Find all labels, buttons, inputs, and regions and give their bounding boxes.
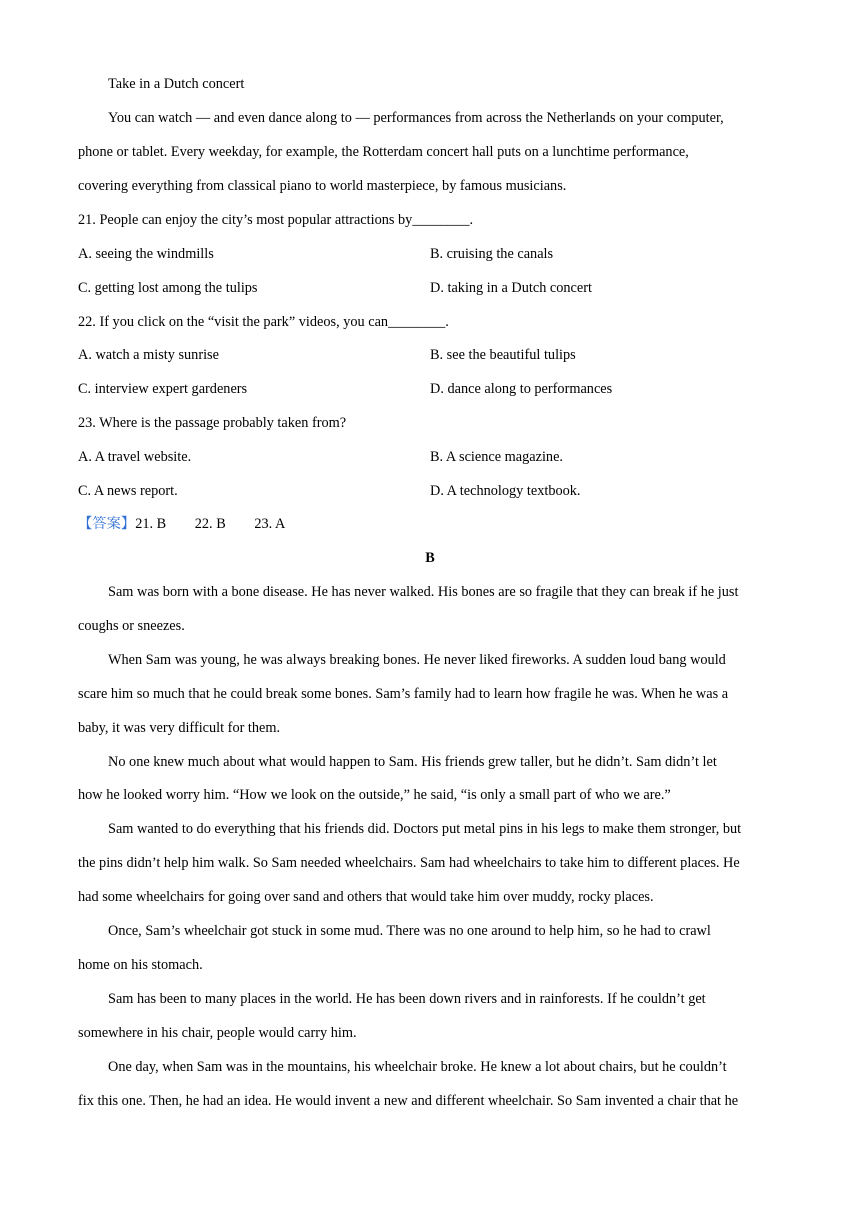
answer-tag: 【答案】	[78, 516, 136, 532]
option-d: D. A technology textbook.	[430, 483, 581, 499]
paragraph-line: coughs or sneezes.	[78, 618, 185, 634]
paragraph-line: baby, it was very difficult for them.	[78, 720, 281, 736]
option-c: C. interview expert gardeners	[78, 381, 248, 397]
paragraph-line: Sam wanted to do everything that his friends did. Doctors put metal pins in his legs to make them stronger, but	[108, 821, 742, 837]
answer-text: 21. B 22. B 23. A	[135, 516, 286, 532]
paragraph-line: Once, Sam’s wheelchair got stuck in some mud. There was no one around to help him, so he had to crawl	[108, 923, 711, 939]
paragraph-line: When Sam was young, he was always breaking bones. He never liked fireworks. A sudden loud bang would	[108, 652, 726, 668]
paragraph-line: had some wheelchairs for going over sand and others that would take him over muddy, rocky places.	[78, 889, 654, 905]
option-a: A. seeing the windmills	[78, 246, 214, 262]
paragraph-line: One day, when Sam was in the mountains, his wheelchair broke. He knew a lot about chairs, but he couldn’t	[108, 1059, 727, 1075]
question-stem: 21. People can enjoy the city’s most popular attractions by________.	[78, 212, 474, 228]
option-b: B. cruising the canals	[430, 246, 554, 262]
paragraph-line: how he looked worry him. “How we look on the outside,” he said, “is only a small part of who we are.”	[78, 787, 671, 803]
option-a: A. watch a misty sunrise	[78, 347, 219, 363]
paragraph-line: somewhere in his chair, people would carry him.	[78, 1025, 357, 1041]
paragraph-line: No one knew much about what would happen to Sam. His friends grew taller, but he didn’t. Sam didn’t let	[108, 754, 717, 770]
option-c: C. getting lost among the tulips	[78, 280, 258, 296]
question-stem: 23. Where is the passage probably taken from?	[78, 415, 347, 431]
paragraph-line: Sam was born with a bone disease. He has never walked. His bones are so fragile that they can break if he just	[108, 584, 739, 600]
paragraph-line: home on his stomach.	[78, 957, 203, 973]
subheading: Take in a Dutch concert	[108, 76, 245, 92]
option-a: A. A travel website.	[78, 449, 192, 465]
option-d: D. taking in a Dutch concert	[430, 280, 592, 296]
paragraph-line: phone or tablet. Every weekday, for example, the Rotterdam concert hall puts on a lunchtime performance,	[78, 144, 689, 160]
section-title: B	[425, 550, 435, 566]
paragraph-line: scare him so much that he could break some bones. Sam’s family had to learn how fragile he was. When he was a	[78, 686, 729, 702]
paragraph-line: You can watch — and even dance along to — performances from across the Netherlands on your computer,	[108, 110, 724, 126]
option-b: B. see the beautiful tulips	[430, 347, 576, 363]
option-b: B. A science magazine.	[430, 449, 563, 465]
paragraph-line: Sam has been to many places in the world. He has been down rivers and in rainforests. If he couldn’t get	[108, 991, 706, 1007]
option-d: D. dance along to performances	[430, 381, 613, 397]
paragraph-line: covering everything from classical piano to world masterpiece, by famous musicians.	[78, 178, 567, 194]
option-c: C. A news report.	[78, 483, 178, 499]
paragraph-line: the pins didn’t help him walk. So Sam needed wheelchairs. Sam had wheelchairs to take him to different places. He	[78, 855, 740, 871]
paragraph-line: fix this one. Then, he had an idea. He would invent a new and different wheelchair. So Sam invented a chair that he	[78, 1093, 739, 1109]
answer-line	[78, 514, 285, 534]
question-stem: 22. If you click on the “visit the park” videos, you can________.	[78, 314, 449, 330]
